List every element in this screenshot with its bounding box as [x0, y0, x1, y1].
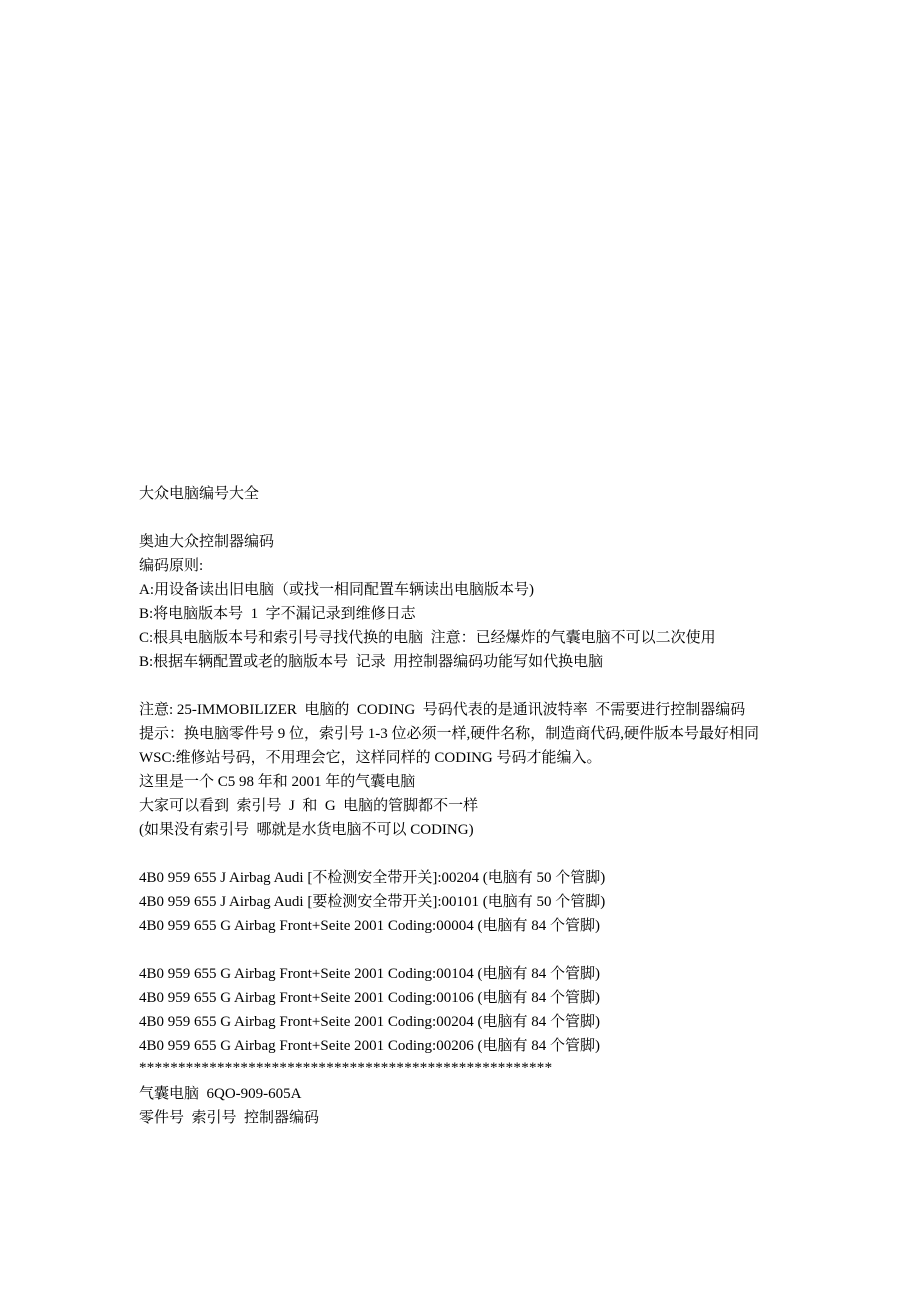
code-line: 4B0 959 655 J Airbag Audi [要检测安全带开关]:00101 (电脑有 50 个管脚)	[139, 894, 606, 910]
separator-line: *****************************************************	[139, 1060, 553, 1076]
note-no-index: (如果没有索引号 哪就是水货电脑不可以 CODING)	[139, 822, 474, 838]
note-tip: 提示：换电脑零件号 9 位，索引号 1-3 位必须一样,硬件名称，制造商代码,硬件版本号最好相同	[139, 726, 759, 742]
code-line: 4B0 959 655 J Airbag Audi [不检测安全带开关]:00204 (电脑有 50 个管脚)	[139, 870, 606, 886]
table-header: 零件号 索引号 控制器编码	[139, 1110, 320, 1126]
blank-line	[139, 938, 787, 962]
note-immobilizer: 注意: 25-IMMOBILIZER 电脑的 CODING 号码代表的是通讯波特率 不需要进行控制器编码	[139, 702, 746, 718]
blank-line	[139, 674, 787, 698]
step-b: B:将电脑版本号 1 字不漏记录到维修日志	[139, 606, 416, 622]
note-wsc: WSC:维修站号码，不用理会它，这样同样的 CODING 号码才能编入。	[139, 750, 602, 766]
blank-line	[139, 842, 787, 866]
document-title: 大众电脑编号大全	[139, 486, 260, 502]
step-c: C:根具电脑版本号和索引号寻找代换的电脑 注意：已经爆炸的气囊电脑不可以二次使用	[139, 630, 716, 646]
document-subtitle: 奥迪大众控制器编码	[139, 534, 275, 550]
note-c5: 这里是一个 C5 98 年和 2001 年的气囊电脑	[139, 774, 416, 790]
document-body	[139, 482, 787, 1130]
step-a: A:用设备读出旧电脑（或找一相同配置车辆读出电脑版本号)	[139, 582, 534, 598]
step-d: B:根据车辆配置或老的脑版本号 记录 用控制器编码功能写如代换电脑	[139, 654, 604, 670]
note-index: 大家可以看到 索引号 J 和 G 电脑的管脚都不一样	[139, 798, 479, 814]
blank-line	[139, 506, 787, 530]
code-line: 4B0 959 655 G Airbag Front+Seite 2001 Coding:00106 (电脑有 84 个管脚)	[139, 990, 600, 1006]
code-line: 4B0 959 655 G Airbag Front+Seite 2001 Coding:00206 (电脑有 84 个管脚)	[139, 1038, 600, 1054]
principle-heading: 编码原则:	[139, 558, 204, 574]
airbag-label: 气囊电脑 6QO-909-605A	[139, 1086, 302, 1102]
code-line: 4B0 959 655 G Airbag Front+Seite 2001 Coding:00104 (电脑有 84 个管脚)	[139, 966, 600, 982]
code-line: 4B0 959 655 G Airbag Front+Seite 2001 Coding:00204 (电脑有 84 个管脚)	[139, 1014, 600, 1030]
code-line: 4B0 959 655 G Airbag Front+Seite 2001 Coding:00004 (电脑有 84 个管脚)	[139, 918, 600, 934]
